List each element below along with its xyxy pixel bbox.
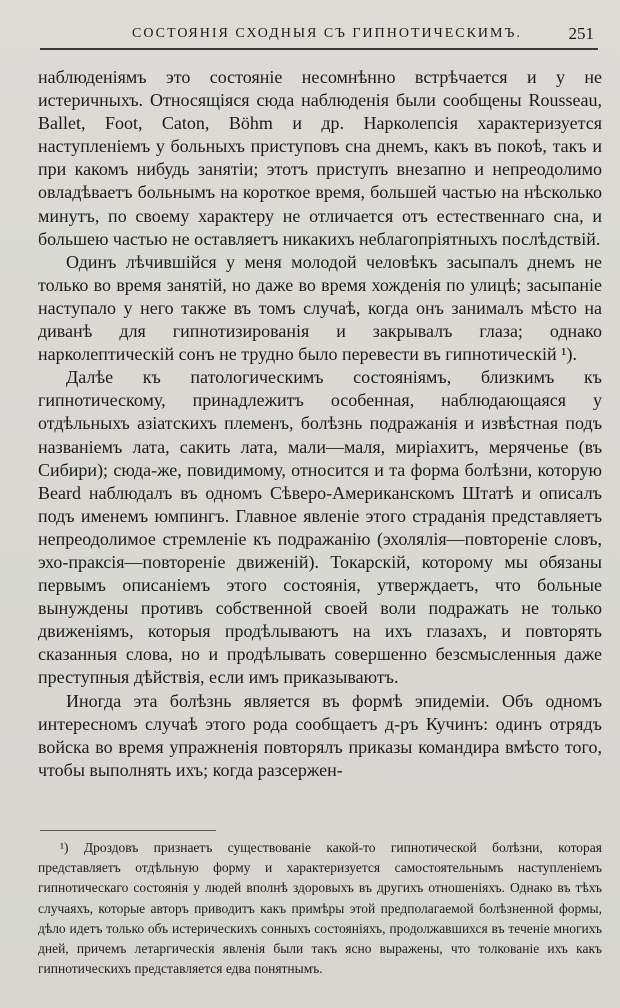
paragraph: Иногда эта болѣзнь является въ формѣ эпидеміи. Объ одномъ интересномъ случаѣ этого рода сообщаетъ д-ръ Кучинъ: одинъ отрядъ войска во время упражненія повторялъ приказы командира вмѣсто того, чтобы выполнять ихъ; когда разсержен- (38, 690, 602, 780)
footnote-separator (40, 830, 216, 831)
paragraph: наблюденіямъ это состояніе несомнѣнно встрѣчается и у не истеричныхъ. Относящіяся сюда наблюденія были сообщены Rousseau, Ballet, Foot, Caton, Böhm и др. Нарколепсія характеризуется наступленіемъ у больныхъ приступовъ сна днемъ, какъ въ покоѣ, такъ и при какомъ нибудь занятіи; этотъ приступъ внезапно и непреодолимо овладѣваетъ больнымъ на короткое время, большей частью на нѣсколько минутъ, по своему характеру не отличается отъ естественнаго сна, и большею частью не оставляетъ никакихъ неблагопріятныхъ послѣдствій. (38, 67, 602, 249)
page-header (40, 26, 598, 50)
paragraph: Одинъ лѣчившійся у меня молодой человѣкъ засыпалъ днемъ не только во время занятій, но даже во время хожденія по улицѣ; засыпаніе наступало у него также въ томъ случаѣ, когда онъ занималъ мѣсто на диванѣ для гипнотизированія и закрывалъ глаза; однако нарколептическій сонъ не трудно было перевести въ гипнотическій ¹). (38, 251, 602, 365)
paragraph: Далѣе къ патологическимъ состояніямъ, близкимъ къ гипнотическому, принадлежитъ особенная, наблюдающаяся у отдѣльныхъ азіатскихъ племенъ, болѣзнь подражанія и извѣстная подъ названіемъ лата, сакить лата, мали—маля, миріахитъ, меряченье (въ Сибири); сюда-же, повидимому, относится и та форма болѣзни, которую Beard наблюдалъ въ одномъ Сѣверо-Американскомъ Штатѣ и описалъ подъ именемъ юмпингъ. Главное явленіе этого страданія представляетъ непреодолимое стремленіе къ подражанію (эхолялія—повтореніе словъ, эхо-праксія—повтореніе движеній). Токарскій, которому мы обязаны первымъ описаніемъ этого состоянія, утверждаетъ, что больные вынуждены противъ собственной своей воли подражать не только движеніямъ, которыя продѣлываютъ на ихъ глазахъ, и повторять сказанныя слова, но и продѣлывать совершенно безсмысленныя даже преступныя дѣйствія, если имъ приказываютъ. (38, 367, 602, 688)
running-head: СОСТОЯНІЯ СХОДНЫЯ СЪ ГИПНОТИЧЕСКИМЪ. (132, 26, 522, 41)
main-text (38, 66, 602, 782)
footnote (38, 838, 602, 979)
footnote-text: ¹) Дроздовъ признаетъ существованіе какой-то гипнотической болѣзни, которая представляетъ отдѣльную форму и характеризуется самостоятельнымъ наступленіемъ гипнотическаго состоянія у людей вполнѣ здоровыхъ въ другихъ отношеніяхъ. Однако въ тѣхъ случаяхъ, которые авторъ приводитъ какъ примѣры этой предполагаемой болѣзненной формы, дѣло идетъ только объ истерическихъ сонныхъ состояніяхъ, продолжавшихся въ теченіе многихъ дней, причемъ летаргическія явленія были такъ ясно выражены, что толкованіе ихъ какъ гипнотическихъ представляется едва понятнымъ. (38, 840, 602, 977)
page-number: 251 (568, 24, 594, 43)
